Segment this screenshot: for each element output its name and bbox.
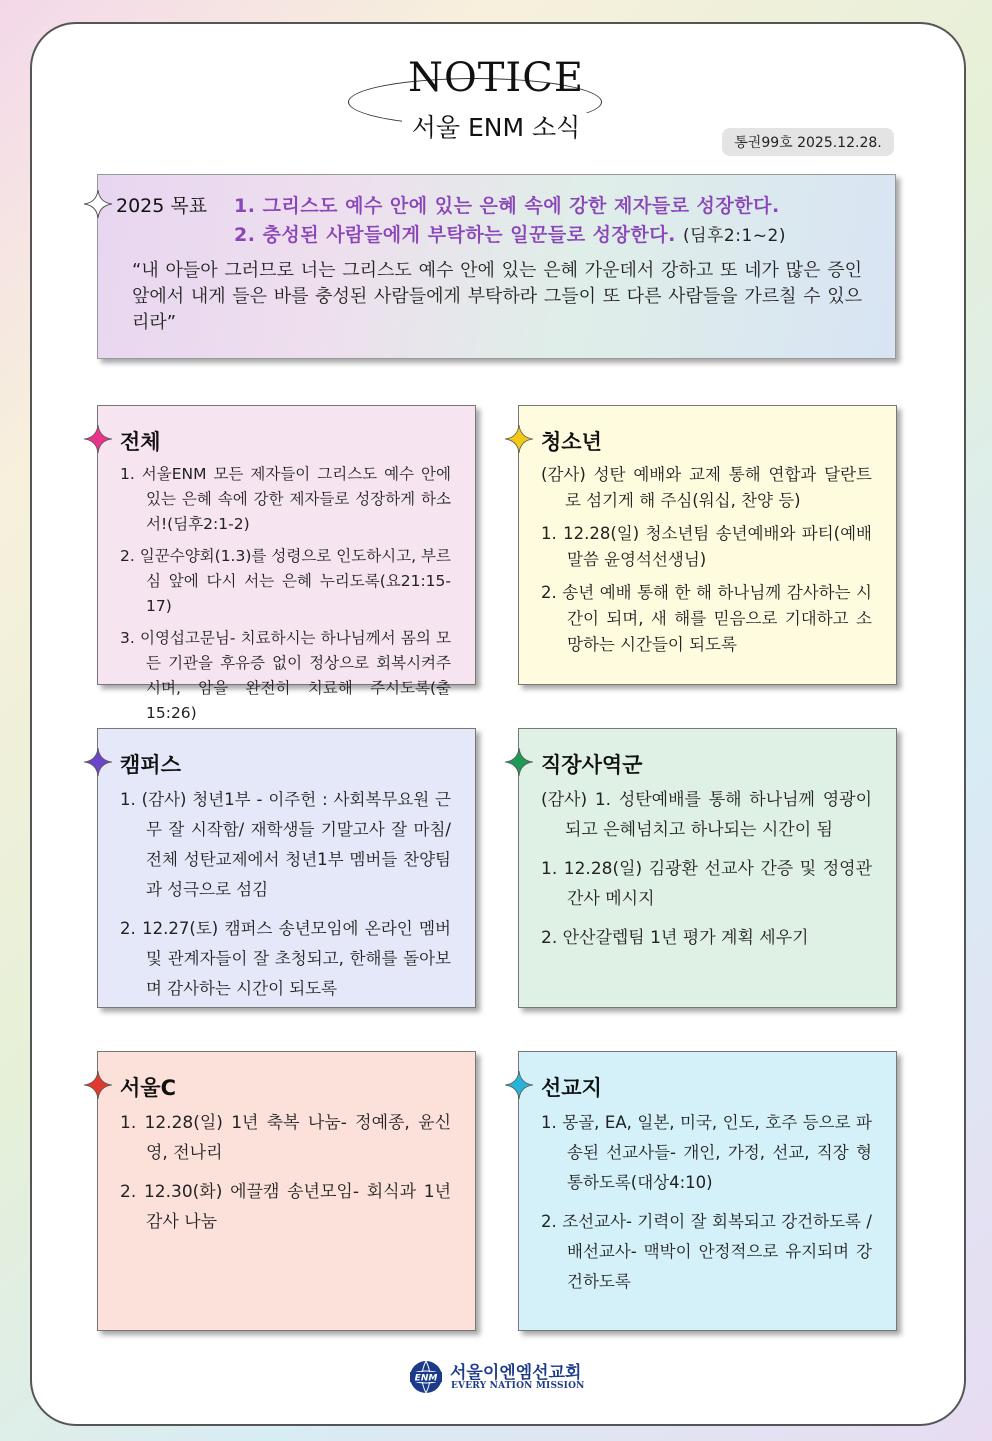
card-youth: [518, 405, 897, 685]
sparkle-icon: [83, 747, 113, 777]
card-body: [120, 785, 451, 1013]
list-item: 2. 12.27(토) 캠퍼스 송년모임에 온라인 멤버 및 관계자들이 잘 초청되고, 한해를 돌아보며 감사하는 시간이 되도록: [120, 919, 451, 998]
list-item: 1. (감사) 청년1부 - 이주헌 : 사회복무요원 근무 잘 시작함/ 재학생들 기말고사 잘 마침/전체 성탄교제에서 청년1부 멤버들 찬양팀과 성극으로 섬김: [120, 790, 451, 899]
goal-reference: (딤후2:1~2): [682, 226, 786, 246]
goal-label: 2025 목표: [116, 195, 208, 217]
list-item: 2. 12.30(화) 에끌캠 송년모임- 회식과 1년 감사 나눔: [120, 1182, 451, 1232]
card-title: 청소년: [541, 430, 602, 454]
sparkle-icon: [83, 1070, 113, 1100]
goal-box: [97, 174, 896, 359]
subtitle-text: 서울 ENM 소식: [402, 113, 591, 142]
card-body: [541, 785, 872, 962]
goal-line-2-text: 2. 충성된 사람들에게 부탁하는 일꾼들로 성장한다.: [234, 224, 676, 246]
footer-logo: [408, 1356, 608, 1396]
card-body: [120, 462, 451, 733]
sparkle-icon: [83, 189, 113, 219]
goal-line-2: [234, 220, 786, 247]
thanks-item: (감사) 성탄 예배와 교제 통해 연합과 달란트로 섬기게 해 주심(워십, 찬양 등): [541, 465, 872, 510]
sparkle-icon: [504, 424, 534, 454]
list-item: 1. 12.28(일) 청소년팀 송년예배와 파티(예배말씀 윤영석선생님): [541, 524, 872, 569]
card-all: [97, 405, 476, 722]
sparkle-icon: [504, 1070, 534, 1100]
card-mission: [518, 1051, 897, 1331]
list-item: 2. 조선교사- 기력이 잘 회복되고 강건하도록 / 배선교사- 맥박이 안정적으로 유지되며 강건하도록: [541, 1212, 872, 1291]
list-item: 2. 송년 예배 통해 한 해 하나님께 감사하는 시간이 되며, 새 해를 믿음으로 기대하고 소망하는 시간들이 되도록: [541, 583, 872, 654]
list-item: 2. 일꾼수양회(1.3)를 성령으로 인도하시고, 부르심 앞에 다시 서는 은혜 누리도록(요21:15-17): [120, 547, 451, 615]
goal-line-1: 1. 그리스도 예수 안에 있는 은혜 속에 강한 제자들로 성장한다.: [234, 195, 780, 217]
list-item: 3. 이영섭고문님- 치료하시는 하나님께서 몸의 모든 기관을 후유증 없이 정상으로 회복시켜주시며, 암을 완전히 치료해 주시도록(출15:26): [120, 629, 451, 722]
list-item: 1. 몽골, EA, 일본, 미국, 인도, 호주 등으로 파송된 선교사들- 개인, 가정, 선교, 직장 형통하도록(대상4:10): [541, 1113, 872, 1192]
list-item: 1. 서울ENM 모든 제자들이 그리스도 예수 안에 있는 은혜 속에 강한 제자들로 성장하게 하소서!(딤후2:1-2): [120, 465, 451, 533]
card-seoulc: [97, 1051, 476, 1331]
page-title: NOTICE: [407, 55, 585, 101]
org-name-english: EVERY NATION MISSION: [451, 1381, 585, 1391]
logo-text: ENM: [414, 1373, 438, 1384]
card-title: 직장사역군: [541, 753, 643, 777]
org-name-korean: 서울이엔엠선교회: [450, 1363, 582, 1383]
card-title: 서울C: [120, 1076, 176, 1100]
card-title: 선교지: [541, 1076, 602, 1100]
list-item: 2. 안산갈렙팀 1년 평가 계획 세우기: [541, 928, 809, 948]
list-item: 1. 12.28(일) 1년 축복 나눔- 정예종, 윤신영, 전나리: [120, 1113, 451, 1163]
sparkle-icon: [83, 424, 113, 454]
card-campus: [97, 728, 476, 1008]
card-body: [541, 1108, 872, 1306]
goal-verse: “내 아들아 그러므로 너는 그리스도 예수 안에 있는 은혜 가운데서 강하고 또 네가 많은 증인 앞에서 내게 들은 바를 충성된 사람들에게 부탁하라 그들이 또 다른 사람들을 가르칠 수 있으리라”: [132, 260, 862, 333]
card-title: 전체: [120, 430, 161, 454]
globe-logo-icon: [408, 1359, 444, 1395]
sparkle-icon: [504, 747, 534, 777]
issue-badge: 통권99호 2025.12.28.: [722, 128, 894, 156]
list-item: 1. 12.28(일) 김광환 선교사 간증 및 정영관 간사 메시지: [541, 859, 872, 909]
card-body: [120, 1108, 451, 1246]
card-body: [541, 462, 872, 665]
thanks-item: (감사) 1. 성탄예배를 통해 하나님께 영광이 되고 은혜넘치고 하나되는 시간이 됨: [541, 790, 872, 840]
card-title: 캠퍼스: [120, 753, 181, 777]
card-work: [518, 728, 897, 1008]
